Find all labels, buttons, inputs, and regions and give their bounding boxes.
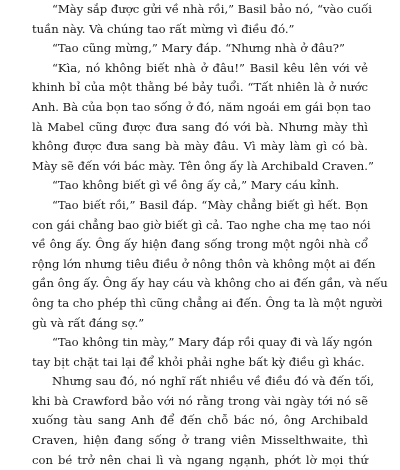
- text-line: Craven, hiện đang sống ở trang viên Misselthwaite, thì: [32, 433, 368, 448]
- text-line: về ông ấy. Ông ấy hiện đang sống trong một ngôi nhà cổ: [32, 237, 368, 252]
- text-line: không được đưa sang bà mày đâu. Vì mày làm gì có bà.: [32, 139, 368, 154]
- page-text: [32, 0, 388, 470]
- text-line: con bé trở nên chai lì và ngang ngạnh, phớt lờ mọi thứ: [32, 452, 368, 467]
- text-line: Mày sẽ đến với bác mày. Tên ông ấy là Archibald Craven.”: [32, 158, 374, 173]
- text-line: tuần này. Và chúng tao rất mừng vì điều đó.”: [32, 21, 295, 36]
- text-line: Anh. Bà của bọn tao sống ở đó, năm ngoái em gái bọn tao: [32, 99, 371, 114]
- text-line: “Kìa, nó không biết nhà ở đâu!” Basil kêu lên với vẻ: [52, 60, 368, 75]
- text-line: “Tao không biết gì về ông ấy cả,” Mary cáu kỉnh.: [52, 178, 340, 193]
- text-line: “Tao cũng mừng,” Mary đáp. “Nhưng nhà ở đâu?”: [52, 41, 345, 56]
- text-line: “Tao biết rồi,” Basil đáp. “Mày chẳng biết gì hết. Bọn: [52, 197, 368, 212]
- text-line: con gái chẳng bao giờ biết gì cả. Tao nghe cha mẹ tao nói: [32, 217, 371, 232]
- text-line: rộng lớn nhưng tiêu điều ở nông thôn và không một ai đến: [32, 256, 376, 271]
- text-line: gần ông ấy. Ông ấy hay cáu và không cho ai đến gần, và nếu: [32, 276, 388, 291]
- text-line: Nhưng sau đó, nó nghĩ rất nhiều về điều đó và đến tối,: [52, 374, 375, 389]
- text-line: xuống tàu sang Anh để đến chỗ bác nó, ông Archibald: [32, 413, 368, 428]
- text-line: “Tao không tin mày,” Mary đáp rồi quay đi và lấy ngón: [52, 335, 373, 350]
- text-line: “Mày sắp được gửi về nhà rồi,” Basil bảo nó, “vào cuối: [52, 2, 372, 16]
- text-line: gù và rất đáng sợ.”: [32, 315, 145, 330]
- text-line: khinh bỉ của một thằng bé bảy tuổi. “Tất nhiên là ở nước: [32, 80, 368, 95]
- text-line: ông ta cho phép thì cũng chẳng ai đến. Ông ta là một người: [32, 295, 383, 310]
- text-line: là Mabel cũng được đưa sang đó với bà. Nhưng mày thì: [32, 119, 368, 134]
- text-line: tay bịt chặt tai lại để khỏi phải nghe bất kỳ điều gì khác.: [32, 354, 365, 369]
- text-line: khi bà Crawford bảo với nó rằng trong vài ngày tới nó sẽ: [32, 393, 368, 408]
